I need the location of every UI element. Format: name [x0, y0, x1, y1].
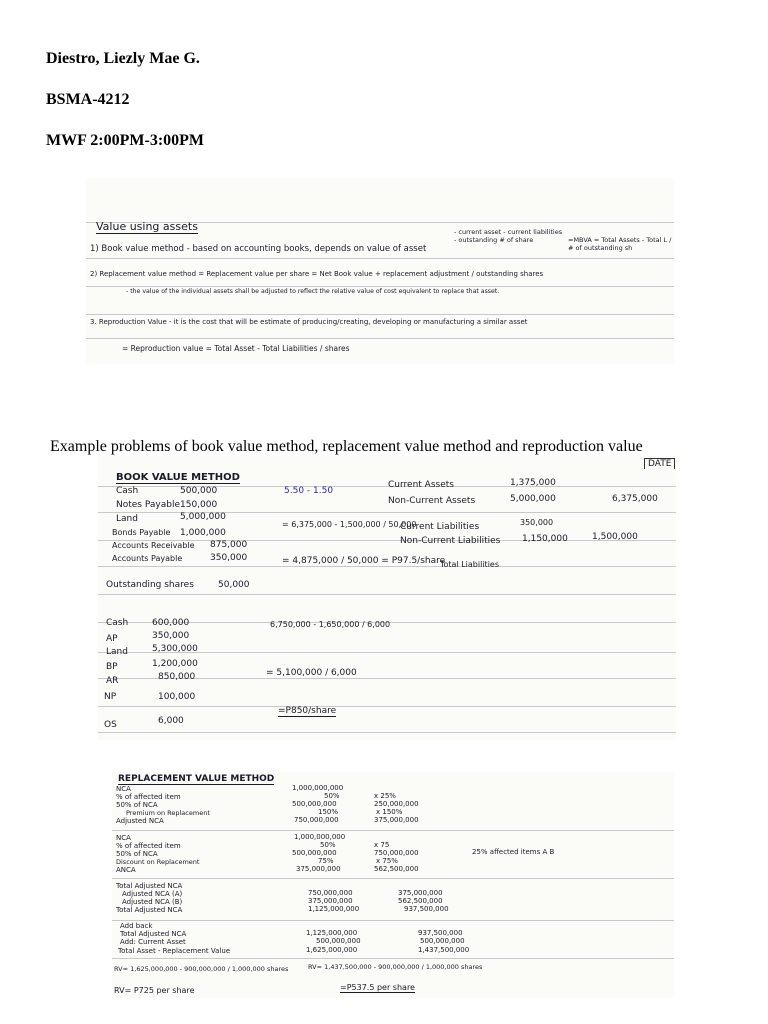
- rvm-row-16-a: 500,000,000: [316, 937, 361, 945]
- rvm-row-11-a: 750,000,000: [308, 889, 353, 897]
- bvm-cl-label: Current Liabilities: [400, 522, 480, 532]
- rvm-rv-formula-a: RV= 1,625,000,000 - 900,000,000 / 1,000,000 shares: [114, 965, 289, 973]
- rvm-affected-items: 25% affected items A B: [472, 848, 555, 856]
- rvm-row-2-a: 500,000,000: [292, 800, 337, 808]
- rvm-row-16-b: 500,000,000: [420, 937, 465, 945]
- class-schedule: MWF 2:00PM-3:00PM: [46, 132, 205, 149]
- bvm-ca-label: Current Assets: [388, 480, 454, 490]
- rvm-row-11-label: Adjusted NCA (A): [122, 890, 183, 898]
- rvm-row-8-a: 75%: [318, 857, 334, 865]
- book-value-image: [98, 456, 676, 740]
- bvm-item-os-value: 50,000: [218, 580, 250, 590]
- ex2-np: NP: [104, 692, 117, 702]
- bvm-nca-value: 5,000,000: [510, 494, 556, 504]
- rvm-row-3-b: x 150%: [376, 808, 403, 816]
- bvm-ca-value: 1,375,000: [510, 478, 556, 488]
- rvm-row-2-label: 50% of NCA: [116, 801, 158, 809]
- rvm-row-13-label: Total Adjusted NCA: [116, 906, 183, 914]
- ex2-bp: BP: [106, 662, 118, 672]
- ex2-ap-value: 350,000: [152, 631, 190, 641]
- bvm-item-np: Notes Payable: [116, 500, 180, 510]
- ex2-os-value: 6,000: [158, 716, 184, 726]
- notes-line-1: 1) Book value method - based on accounting books, depends on value of asset: [90, 244, 427, 254]
- rvm-row-0-a: 1,000,000,000: [292, 784, 344, 792]
- ex2-ap: AP: [106, 634, 118, 644]
- rvm-row-0-label: NCA: [116, 785, 131, 793]
- ex2-cash-value: 600,000: [152, 618, 190, 628]
- ex2-ar-value: 850,000: [158, 672, 196, 682]
- bvm-item-ar: Accounts Receivable: [112, 541, 195, 550]
- bvm-calc-1: 5.50 - 1.50: [284, 486, 334, 496]
- bvm-tl-label: Total Liabilities: [440, 560, 500, 569]
- rvm-row-9-b: 562,500,000: [374, 865, 419, 873]
- ex2-land-value: 5,300,000: [152, 644, 198, 654]
- bvm-item-np-value: 150,000: [180, 500, 218, 510]
- rvm-row-8-b: x 75%: [376, 857, 398, 865]
- rvm-row-7-label: 50% of NCA: [116, 850, 158, 858]
- bvm-item-cash: Cash: [116, 486, 139, 496]
- rvm-row-4-b: 375,000,000: [374, 816, 419, 824]
- bvm-item-cash-value: 500,000: [180, 486, 218, 496]
- rvm-row-16-label: Add: Current Asset: [120, 938, 186, 946]
- rvm-row-9-label: ANCA: [116, 866, 136, 874]
- student-name: Diestro, Liezly Mae G.: [46, 50, 200, 67]
- ex2-calc-1: 6,750,000 - 1,650,000 / 6,000: [270, 620, 391, 629]
- notes-line-4: 3. Reproduction Value - it is the cost that will be estimate of producing/creating, developing or manufacturing a similar asset: [90, 318, 528, 326]
- notes-line-2: 2) Replacement value method = Replacement value per share = Net Book value + replacement adjustment / outstanding shares: [90, 270, 544, 278]
- rvm-row-9-a: 375,000,000: [296, 865, 341, 873]
- ex2-ar: AR: [106, 676, 119, 686]
- ex2-cash: Cash: [106, 618, 129, 628]
- rvm-row-4-a: 750,000,000: [294, 816, 339, 824]
- rvm-row-17-a: 1,625,000,000: [306, 946, 358, 954]
- rvm-row-8-label: Discount on Replacement: [116, 858, 200, 866]
- notes-line-1b: - current asset - current liabilities - outstanding # of share: [454, 228, 563, 244]
- rvm-row-12-a: 375,000,000: [308, 897, 353, 905]
- bvm-calc-3: = 4,875,000 / 50,000 = P97.5/share: [282, 556, 446, 566]
- rvm-row-12-label: Adjusted NCA (B): [122, 898, 183, 906]
- rvm-row-1-a: 50%: [324, 792, 340, 800]
- rvm-row-1-label: % of affected item: [116, 793, 181, 801]
- bvm-item-ap: Accounts Payable: [112, 554, 183, 563]
- section-code: BSMA-4212: [46, 91, 130, 108]
- rvm-row-7-a: 500,000,000: [292, 849, 337, 857]
- examples-caption: Example problems of book value method, replacement value method and reproduction value: [50, 438, 643, 455]
- rvm-row-12-b: 562,500,000: [398, 897, 443, 905]
- rvm-row-17-label: Total Asset - Replacement Value: [118, 947, 231, 955]
- rvm-row-15-b: 937,500,000: [418, 929, 463, 937]
- bvm-item-os: Outstanding shares: [106, 580, 194, 590]
- rvm-row-13-a: 1,125,000,000: [308, 905, 360, 913]
- ex2-bp-value: 1,200,000: [152, 659, 198, 669]
- notes-title: Value using assets: [96, 220, 198, 233]
- bvm-item-land: Land: [116, 514, 138, 524]
- bvm-ncl-label: Non-Current Liabilities: [400, 536, 501, 546]
- bvm-item-bp: Bonds Payable: [112, 528, 171, 537]
- bvm-ncl-value: 1,150,000: [522, 534, 568, 544]
- rvm-row-11-b: 375,000,000: [398, 889, 443, 897]
- bvm-cl-value: 350,000: [520, 518, 554, 527]
- rvm-row-6-label: % of affected item: [116, 842, 181, 850]
- notes-line-1c: =MBVA = Total Assets - Total L / # of outstanding sh: [568, 236, 672, 252]
- rvm-row-3-label: Premium on Replacement: [126, 809, 210, 817]
- rvm-row-2-b: 250,000,000: [374, 800, 419, 808]
- ex2-os: OS: [104, 720, 117, 730]
- rvm-row-14-label: Add back: [120, 922, 153, 930]
- rvm-row-3-a: 150%: [318, 808, 339, 816]
- ex2-calc-3: =P850/share: [278, 706, 337, 716]
- rvm-row-15-label: Total Adjusted NCA: [120, 930, 187, 938]
- notes-line-5: = Reproduction value = Total Asset - Total Liabilities / shares: [122, 344, 350, 353]
- bvm-tl-value: 1,500,000: [592, 532, 638, 542]
- ex2-np-value: 100,000: [158, 692, 196, 702]
- rvm-row-4-label: Adjusted NCA: [116, 817, 164, 825]
- bvm-nca-label: Non-Current Assets: [388, 496, 476, 506]
- rvm-row-7-b: 750,000,000: [374, 849, 419, 857]
- bvm-calc-2: = 6,375,000 - 1,500,000 / 50,000: [282, 520, 417, 529]
- bvm-title: BOOK VALUE METHOD: [116, 472, 240, 483]
- bvm-item-ap-value: 350,000: [210, 553, 248, 563]
- rvm-row-17-b: 1,437,500,000: [418, 946, 470, 954]
- notes-line-3: - the value of the individual assets shall be adjusted to reflect the relative value of cost equivalent to replace that asset.: [126, 288, 500, 295]
- rvm-result-a: RV= P725 per share: [114, 986, 195, 995]
- rvm-title: REPLACEMENT VALUE METHOD: [118, 774, 275, 784]
- bvm-item-bp-value: 1,000,000: [180, 528, 226, 538]
- rvm-row-6-b: x 75: [374, 841, 390, 849]
- bvm-item-ar-value: 875,000: [210, 540, 248, 550]
- rvm-result-b: =P537.5 per share: [340, 983, 415, 992]
- bvm-ta-value: 6,375,000: [612, 494, 658, 504]
- rvm-row-5-label: NCA: [116, 834, 131, 842]
- replacement-value-image: [112, 772, 674, 998]
- rvm-row-1-b: x 25%: [374, 792, 396, 800]
- ex2-land: Land: [106, 647, 128, 657]
- date-label: DATE: [644, 458, 675, 469]
- rvm-row-13-b: 937,500,000: [404, 905, 449, 913]
- rvm-row-10-label: Total Adjusted NCA: [116, 882, 183, 890]
- bvm-item-land-value: 5,000,000: [180, 512, 226, 522]
- rvm-rv-formula-b: RV= 1,437,500,000 - 900,000,000 / 1,000,000 shares: [308, 963, 483, 971]
- rvm-row-15-a: 1,125,000,000: [306, 929, 358, 937]
- rvm-row-5-a: 1,000,000,000: [294, 833, 346, 841]
- ex2-calc-2: = 5,100,000 / 6,000: [266, 668, 357, 678]
- notes-image: [86, 178, 674, 364]
- rvm-row-6-a: 50%: [320, 841, 336, 849]
